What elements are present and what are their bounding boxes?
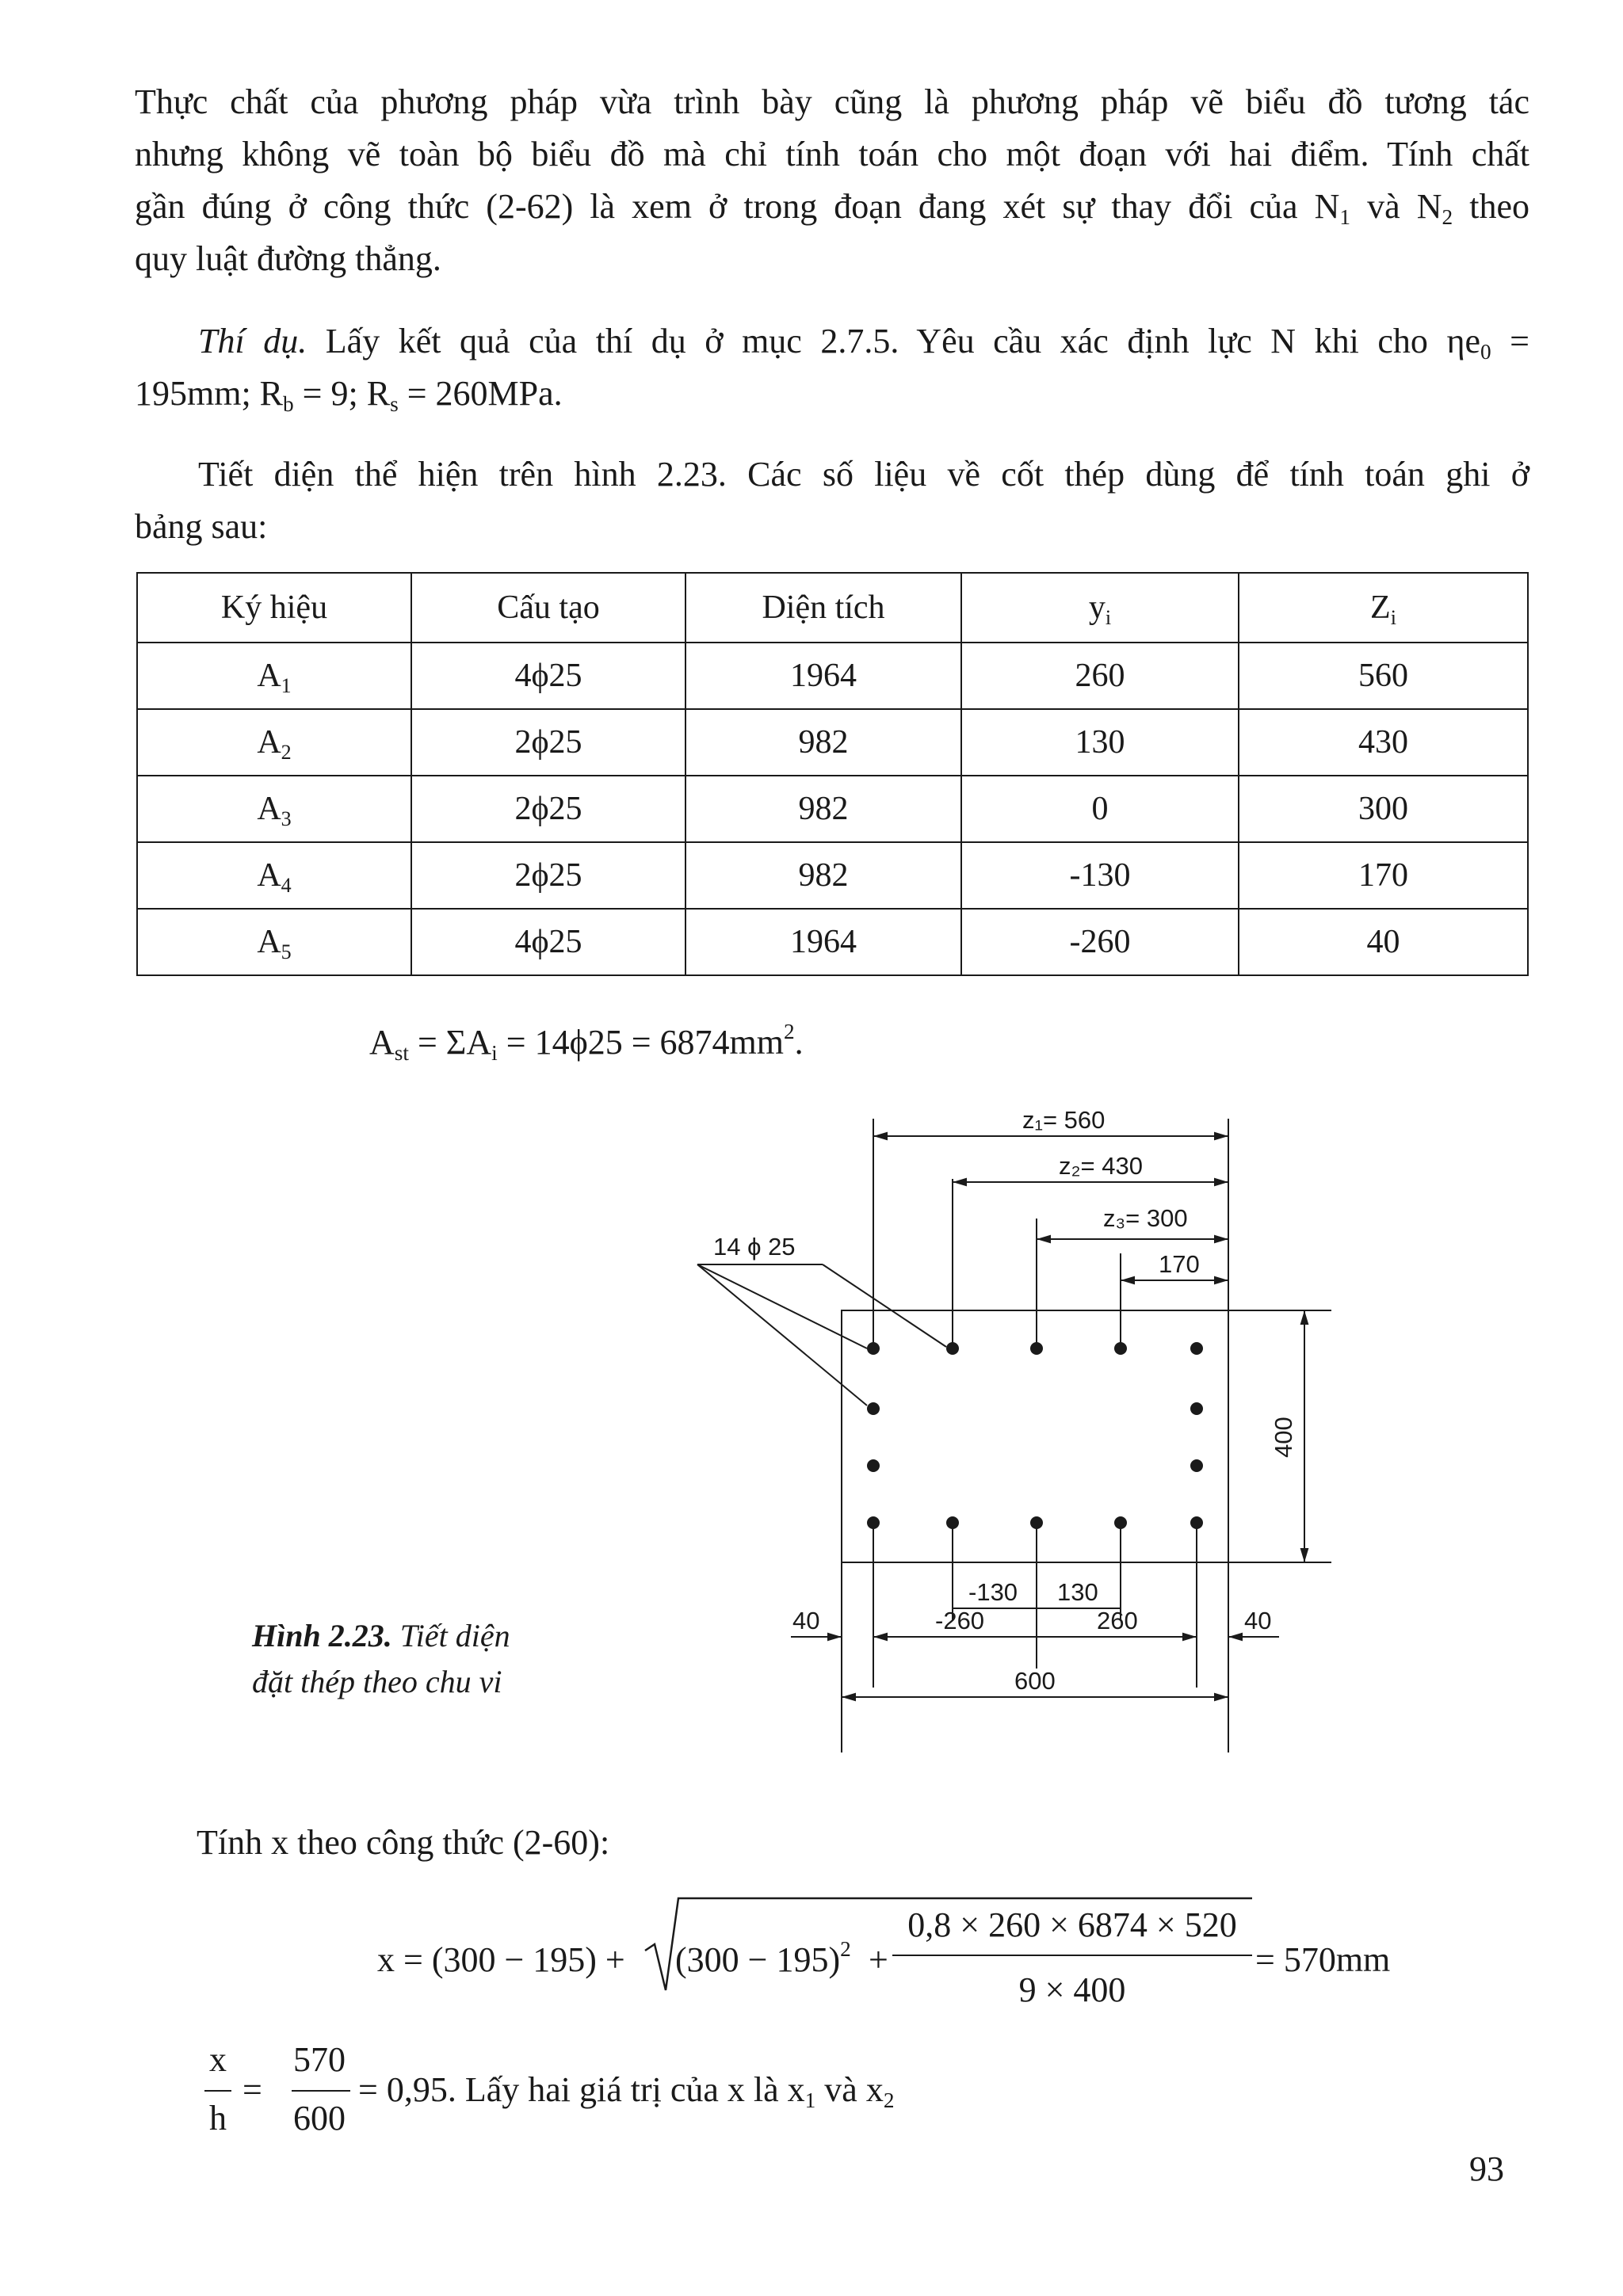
table-cell: -260 (961, 909, 1239, 975)
table-cell: $A_4$ (137, 842, 411, 909)
ratio-x: x (209, 2040, 227, 2079)
label-rebar: 14 ϕ 25 (713, 1233, 796, 1261)
table-header: $Z_i$ (1239, 573, 1528, 643)
rebar-dot (1190, 1459, 1203, 1472)
rebar-dot (867, 1516, 880, 1529)
table-cell: 2ϕ25 (411, 842, 685, 909)
example-label: Thí dụ. (198, 322, 307, 360)
rebar-dot (867, 1402, 880, 1415)
table-header: Diện tích (685, 573, 961, 643)
paragraph-line: Thí dụ. Lấy kết quả của thí dụ ở mục 2.7.5. Yêu cầu xác định lực N khi cho $\eta e_0$ = (198, 322, 1529, 364)
ratio-equals: = (242, 2070, 262, 2109)
table-cell: 2ϕ25 (411, 776, 685, 842)
table-cell: 4ϕ25 (411, 643, 685, 709)
ratio-h: h (209, 2099, 227, 2138)
table-cell: 430 (1239, 709, 1528, 776)
rebar-dot (1114, 1516, 1127, 1529)
ratio-text: = 0,95. Lấy hai giá trị của x là $x_1$ và $x_2$ (358, 2070, 895, 2113)
x-formula-lhs: x = (300 − 195) + (377, 1940, 625, 1979)
fraction-numerator: 0,8 × 260 × 6874 × 520 (907, 1905, 1237, 1944)
ratio-600: 600 (293, 2099, 346, 2138)
table-cell: $A_5$ (137, 909, 411, 975)
rebar-dot (946, 1516, 959, 1529)
table-cell: 1964 (685, 909, 961, 975)
rebar-dot (867, 1342, 880, 1355)
paragraph-line: Thực chất của phương pháp vừa trình bày cũng là phương pháp vẽ biểu đồ tương tác (135, 82, 1529, 121)
table-cell: 130 (961, 709, 1239, 776)
table-cell: $A_3$ (137, 776, 411, 842)
table-cell: 4ϕ25 (411, 909, 685, 975)
label-40-right: 40 (1244, 1607, 1272, 1634)
sqrt-term: $(300 - 195)^2$ (675, 1936, 851, 1979)
label-600: 600 (1014, 1667, 1056, 1695)
figure-caption (252, 1613, 510, 1705)
paragraph-line: 195mm; $R_b = 9$; $R_s = 260MPa$. (135, 374, 563, 417)
rebar-dot (1190, 1342, 1203, 1355)
page-number: 93 (1469, 2149, 1504, 2188)
rebar-dot (1190, 1402, 1203, 1415)
table-cell: 260 (961, 643, 1239, 709)
table-header: Cấu tạo (411, 573, 685, 643)
ast-formula: $A_{st} = \Sigma A_i = 14\phi 25 = 6874mm^2$. (369, 1019, 804, 1066)
label-400: 400 (1270, 1417, 1297, 1458)
table-cell: 0 (961, 776, 1239, 842)
paragraph-line: Tiết diện thể hiện trên hình 2.23. Các số liệu về cốt thép dùng để tính toán ghi ở (198, 455, 1529, 494)
table-cell: 170 (1239, 842, 1528, 909)
rebar-dot (946, 1342, 959, 1355)
rebar-dots (867, 1342, 1203, 1529)
rebar-dot (1030, 1516, 1043, 1529)
x-result: = 570mm (1255, 1940, 1391, 1979)
ratio-570: 570 (293, 2040, 346, 2079)
paragraph-line: bảng sau: (135, 507, 268, 546)
label-minus130: -130 (968, 1578, 1018, 1606)
rebar-dot (1190, 1516, 1203, 1529)
caption-line: đặt thép theo chu vi (252, 1664, 502, 1699)
rebar-dot (1030, 1342, 1043, 1355)
table-cell: 982 (685, 709, 961, 776)
table-cell: -130 (961, 842, 1239, 909)
table-cell: 982 (685, 776, 961, 842)
rebar-dot (867, 1459, 880, 1472)
paragraph-line: nhưng không vẽ toàn bộ biểu đồ mà chỉ tính toán cho một đoạn với hai điểm. Tính chất (135, 135, 1529, 174)
table-cell: 300 (1239, 776, 1528, 842)
table-cell: 2ϕ25 (411, 709, 685, 776)
fraction-denominator: 9 × 400 (1018, 1970, 1126, 2009)
table-cell: 40 (1239, 909, 1528, 975)
sqrt-plus: + (869, 1940, 888, 1979)
calc-intro: Tính x theo công thức (2-60): (197, 1823, 610, 1862)
table-cell: 982 (685, 842, 961, 909)
paragraph-line: quy luật đường thẳng. (135, 239, 441, 278)
table-cell: $A_1$ (137, 643, 411, 709)
label-z3: z₃= 300 (1103, 1204, 1188, 1232)
label-z1: z₁= 560 (1022, 1106, 1106, 1134)
rebar-dot (1114, 1342, 1127, 1355)
caption-line: Hình 2.23. Tiết diện (252, 1618, 510, 1653)
label-170: 170 (1159, 1250, 1200, 1278)
label-260: 260 (1097, 1607, 1138, 1634)
table-cell: 560 (1239, 643, 1528, 709)
label-130: 130 (1057, 1578, 1098, 1606)
paragraph-line: gần đúng ở công thức (2-62) là xem ở trong đoạn đang xét sự thay đổi của $N_1$ và $N_2$ theo (135, 187, 1530, 230)
label-z2: z₂= 430 (1059, 1152, 1143, 1180)
table-header: Ký hiệu (137, 573, 411, 643)
label-minus260: -260 (935, 1607, 985, 1634)
table-cell: 1964 (685, 643, 961, 709)
label-40-left: 40 (792, 1607, 820, 1634)
table-header: $y_i$ (961, 573, 1239, 643)
table-cell: $A_2$ (137, 709, 411, 776)
